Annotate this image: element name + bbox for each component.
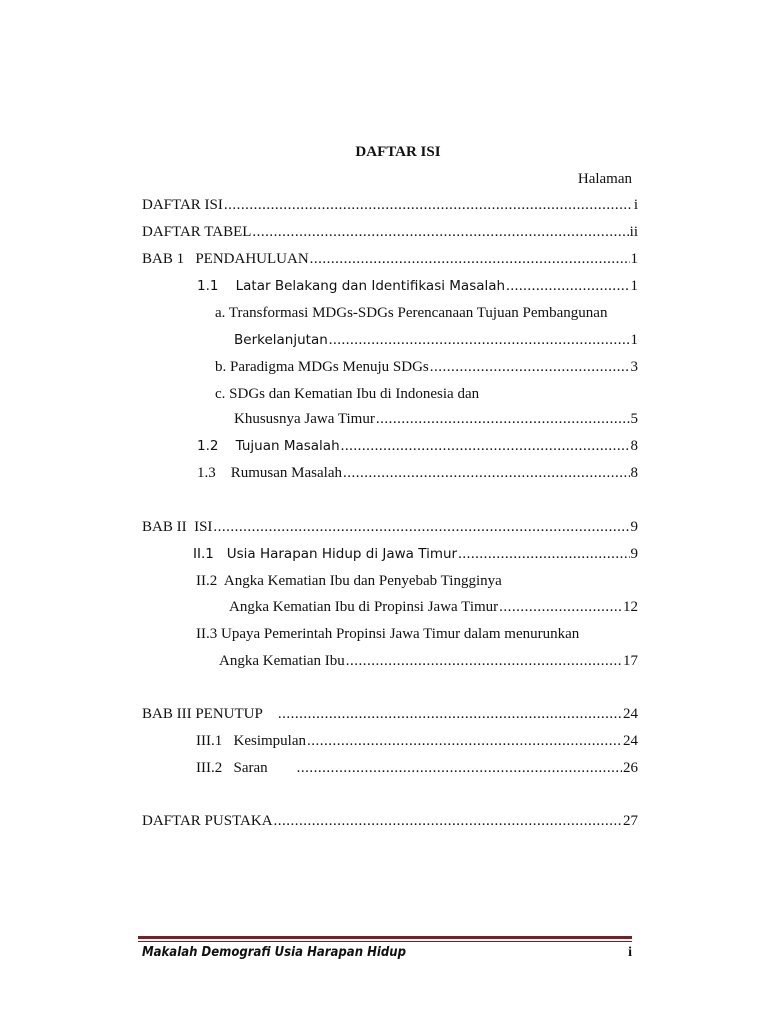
dot-leader <box>343 465 630 482</box>
toc-entry-label: b. Paradigma MDGs Menuju SDGs <box>215 359 429 375</box>
toc-entry-c[interactable] <box>234 411 638 431</box>
toc-entry-page: 9 <box>630 546 638 562</box>
toc-entry-bab-1[interactable] <box>142 251 638 271</box>
toc-entry-a[interactable] <box>234 332 638 352</box>
toc-entry-ii-1[interactable] <box>193 546 638 566</box>
dot-leader <box>506 278 629 295</box>
toc-entry-ii-2[interactable] <box>229 599 638 619</box>
toc-entry-label: 1.1 Latar Belakang dan Identifikasi Masalah <box>197 278 506 294</box>
toc-entry-page: i <box>633 197 638 213</box>
toc-entry-page: 3 <box>630 359 638 375</box>
dot-leader <box>307 733 622 750</box>
dot-leader <box>252 224 628 241</box>
toc-entry-label: BAB III PENUTUP <box>142 706 263 722</box>
toc-entry-1-3[interactable] <box>197 465 638 485</box>
footer-title: Makalah Demografi Usia Harapan Hidup <box>142 945 406 960</box>
dot-leader <box>278 706 622 723</box>
toc-entry-label: 1.2 Tujuan Masalah <box>197 438 340 454</box>
toc-entry-page: 1 <box>630 332 638 348</box>
toc-entry-label: 1.3 Rumusan Masalah <box>197 465 342 481</box>
dot-leader <box>213 519 629 536</box>
page-column-header: Halaman <box>577 171 632 187</box>
footer-rule-thick <box>138 936 632 939</box>
dot-leader <box>376 411 630 428</box>
toc-entry-label: DAFTAR ISI <box>142 197 223 213</box>
toc-entry-page: 12 <box>623 599 638 615</box>
toc-entry-label: III.1 Kesimpulan <box>196 733 306 749</box>
dot-leader <box>430 359 630 376</box>
footer-page-number: i <box>628 945 632 960</box>
toc-entry-1-1[interactable] <box>197 278 638 298</box>
dot-leader <box>341 438 630 455</box>
toc-entry-page: 5 <box>630 411 638 427</box>
toc-entry-a-line1: a. Transformasi MDGs-SDGs Perencanaan Tujuan Pembangunan <box>215 305 608 321</box>
toc-entry-label: Berkelanjutan <box>234 332 328 348</box>
toc-entry-label: II.1 Usia Harapan Hidup di Jawa Timur <box>193 546 458 562</box>
dot-leader <box>310 251 630 268</box>
toc-entry-page: 17 <box>623 653 638 669</box>
dot-leader <box>274 813 622 830</box>
toc-entry-label: Khususnya Jawa Timur <box>234 411 375 427</box>
toc-entry-label: DAFTAR PUSTAKA <box>142 813 273 829</box>
toc-entry-daftar-tabel[interactable] <box>142 224 638 244</box>
toc-entry-daftar-isi[interactable] <box>142 197 638 217</box>
toc-entry-page: 1 <box>630 278 638 294</box>
toc-entry-daftar-pustaka[interactable] <box>142 813 638 833</box>
dot-leader <box>297 760 622 777</box>
toc-entry-page: 1 <box>630 251 638 267</box>
dot-leader <box>499 599 622 616</box>
dot-leader <box>346 653 622 670</box>
toc-entry-page: 24 <box>623 733 638 749</box>
toc-entry-1-2[interactable] <box>197 438 638 458</box>
dot-leader <box>224 197 633 214</box>
toc-entry-iii-2[interactable] <box>196 760 638 780</box>
toc-entry-label: III.2 Saran <box>196 760 268 776</box>
toc-entry-page: 26 <box>623 760 638 776</box>
toc-entry-page: 24 <box>623 706 638 722</box>
toc-entry-label: DAFTAR TABEL <box>142 224 252 240</box>
toc-entry-bab-2[interactable] <box>142 519 638 539</box>
page-title: DAFTAR ISI <box>355 144 441 160</box>
toc-entry-bab-3[interactable] <box>142 706 638 726</box>
toc-entry-label: BAB II ISI <box>142 519 213 535</box>
toc-entry-page: 8 <box>630 465 638 481</box>
toc-entry-c-line1: c. SDGs dan Kematian Ibu di Indonesia dan <box>215 386 480 402</box>
toc-entry-label: BAB 1 PENDAHULUAN <box>142 251 309 267</box>
dot-leader <box>329 332 630 349</box>
toc-entry-label: Angka Kematian Ibu <box>219 653 345 669</box>
toc-entry-page: ii <box>629 224 638 240</box>
toc-entry-page: 9 <box>630 519 638 535</box>
toc-entry-page: 8 <box>630 438 638 454</box>
footer-rule-thin <box>138 941 632 942</box>
toc-entry-ii-2-line1: II.2 Angka Kematian Ibu dan Penyebab Tingginya <box>196 573 502 589</box>
toc-entry-ii-3-line1: II.3 Upaya Pemerintah Propinsi Jawa Timur dalam menurunkan <box>196 626 580 642</box>
toc-entry-iii-1[interactable] <box>196 733 638 753</box>
toc-entry-ii-3[interactable] <box>219 653 638 673</box>
toc-entry-page: 27 <box>623 813 638 829</box>
dot-leader <box>458 546 629 563</box>
toc-entry-b[interactable] <box>215 359 638 379</box>
toc-entry-label: Angka Kematian Ibu di Propinsi Jawa Timur <box>229 599 499 615</box>
